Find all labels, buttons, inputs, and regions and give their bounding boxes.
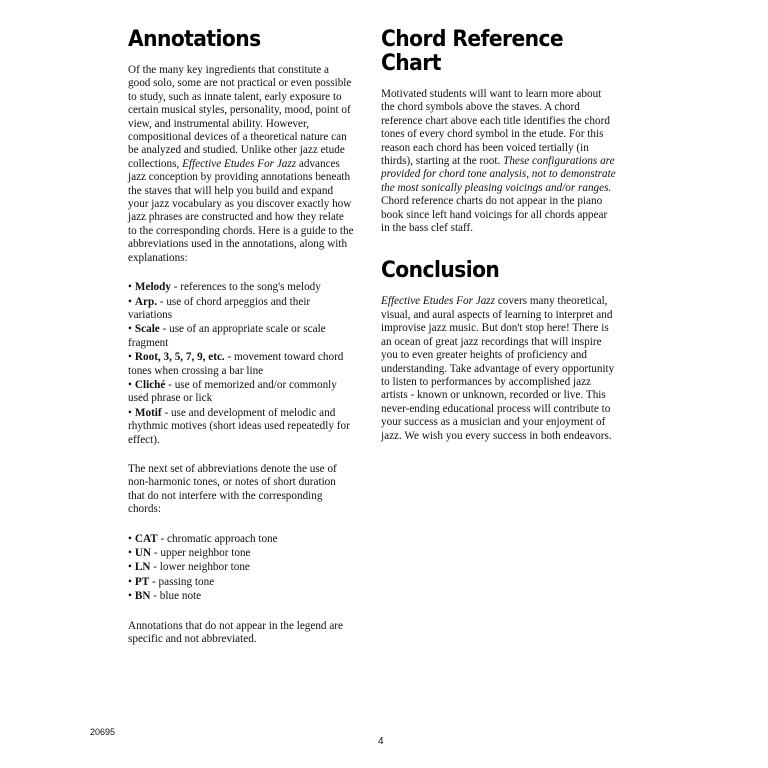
list-item: • Scale - use of an appropriate scale or scale fragment <box>128 323 326 349</box>
list-item: • UN - upper neighbor tone <box>128 547 251 559</box>
annotations-closing: Annotations that do not appear in the legend are specific and not abbreviated. <box>128 619 343 646</box>
conclusion-heading: Conclusion <box>381 258 500 284</box>
annotations-intro <box>128 64 354 265</box>
list-item: • BN - blue note <box>128 590 202 603</box>
list-item: • LN - lower neighbor tone <box>128 561 250 574</box>
list-item: • Motif - use and development of melodic and rhythmic motives (short ideas used repeatedly for effect). <box>128 406 350 446</box>
non-harmonic-list <box>128 533 354 604</box>
chord-reference-italic: These configurations are provided for chord tone analysis, not to demonstrate the most sonically pleasing voicings and/or ranges. <box>381 155 616 194</box>
book-title-italic: Effective Etudes For Jazz <box>182 157 297 170</box>
list-item: • PT - passing tone <box>128 575 215 588</box>
non-harmonic-intro: The next set of abbreviations denote the use of non-harmonic tones, or notes of short duration that do not interfere with the corresponding chords: <box>128 462 337 516</box>
annotations-heading: Annotations <box>128 27 261 52</box>
conclusion-text: Effective Etudes For Jazz covers many theoretical, visual, and aural aspects of learning to interpret and improvise jazz music. But don't stop here! There is an ocean of great jazz recordings that will inspire you to even greater heights of proficiency and understanding. Take advantage of every opportunity to listen to performances by accomplished jazz artists - known or unknown, recorded or live. This never-ending educational process will contribute to your success as a musician and your enjoyment of jazz. We wish you every success in both endeavors. <box>381 295 615 442</box>
abbreviation-list <box>128 281 354 447</box>
chord-reference-text: Motivated students will want to learn more about the chord symbols above the staves. A chord reference chart above each title identifies the chord tones of every chord symbol in the etude. For this reason each chord has been voiced tertially (in thirds), starting at the root. These configurations are provided for chord tone analysis, not to demonstrate the most sonically pleasing voicings and/or ranges. Chord reference charts do not appear in the piano book since left hand voicings for all chords appear in the bass clef staff. <box>381 88 616 235</box>
page-number: 4 <box>378 736 384 747</box>
list-item: • Melody - references to the song's melody <box>128 281 321 294</box>
list-item: • Arp. - use of chord arpeggios and their variations <box>128 295 311 321</box>
chord-reference-heading: Chord Reference Chart <box>381 27 564 76</box>
annotations-intro-part-1: Of the many key ingredients that constitute a good solo, some are not practical or even possible to study, such as innate talent, early exposure to certain musical styles, personality, mood, point of view, and instrumental ability. However, compositional devices of a theoretical nature can be analyzed and studied. Unlike other jazz etude collections, <box>128 64 352 170</box>
annotations-intro-part-2: advances jazz conception by providing annotations beneath the staves that will help you build and expand your jazz vocabulary as you discover exactly how jazz phrases are constructed and how they relate to the corresponding chords. Here is a guide to the abbreviations used in the annotations, along with explanations: <box>128 157 354 264</box>
list-item: • CAT - chromatic approach tone <box>128 532 278 545</box>
list-item: • Cliché - use of memorized and/or commonly used phrase or lick <box>128 378 337 405</box>
list-item: • Root, 3, 5, 7, 9, etc. - movement toward chord tones when crossing a bar line <box>128 351 344 377</box>
catalog-number: 20695 <box>90 727 116 737</box>
left-column <box>128 28 354 662</box>
book-title-italic: Effective Etudes For Jazz <box>381 295 496 308</box>
right-column <box>381 28 617 459</box>
